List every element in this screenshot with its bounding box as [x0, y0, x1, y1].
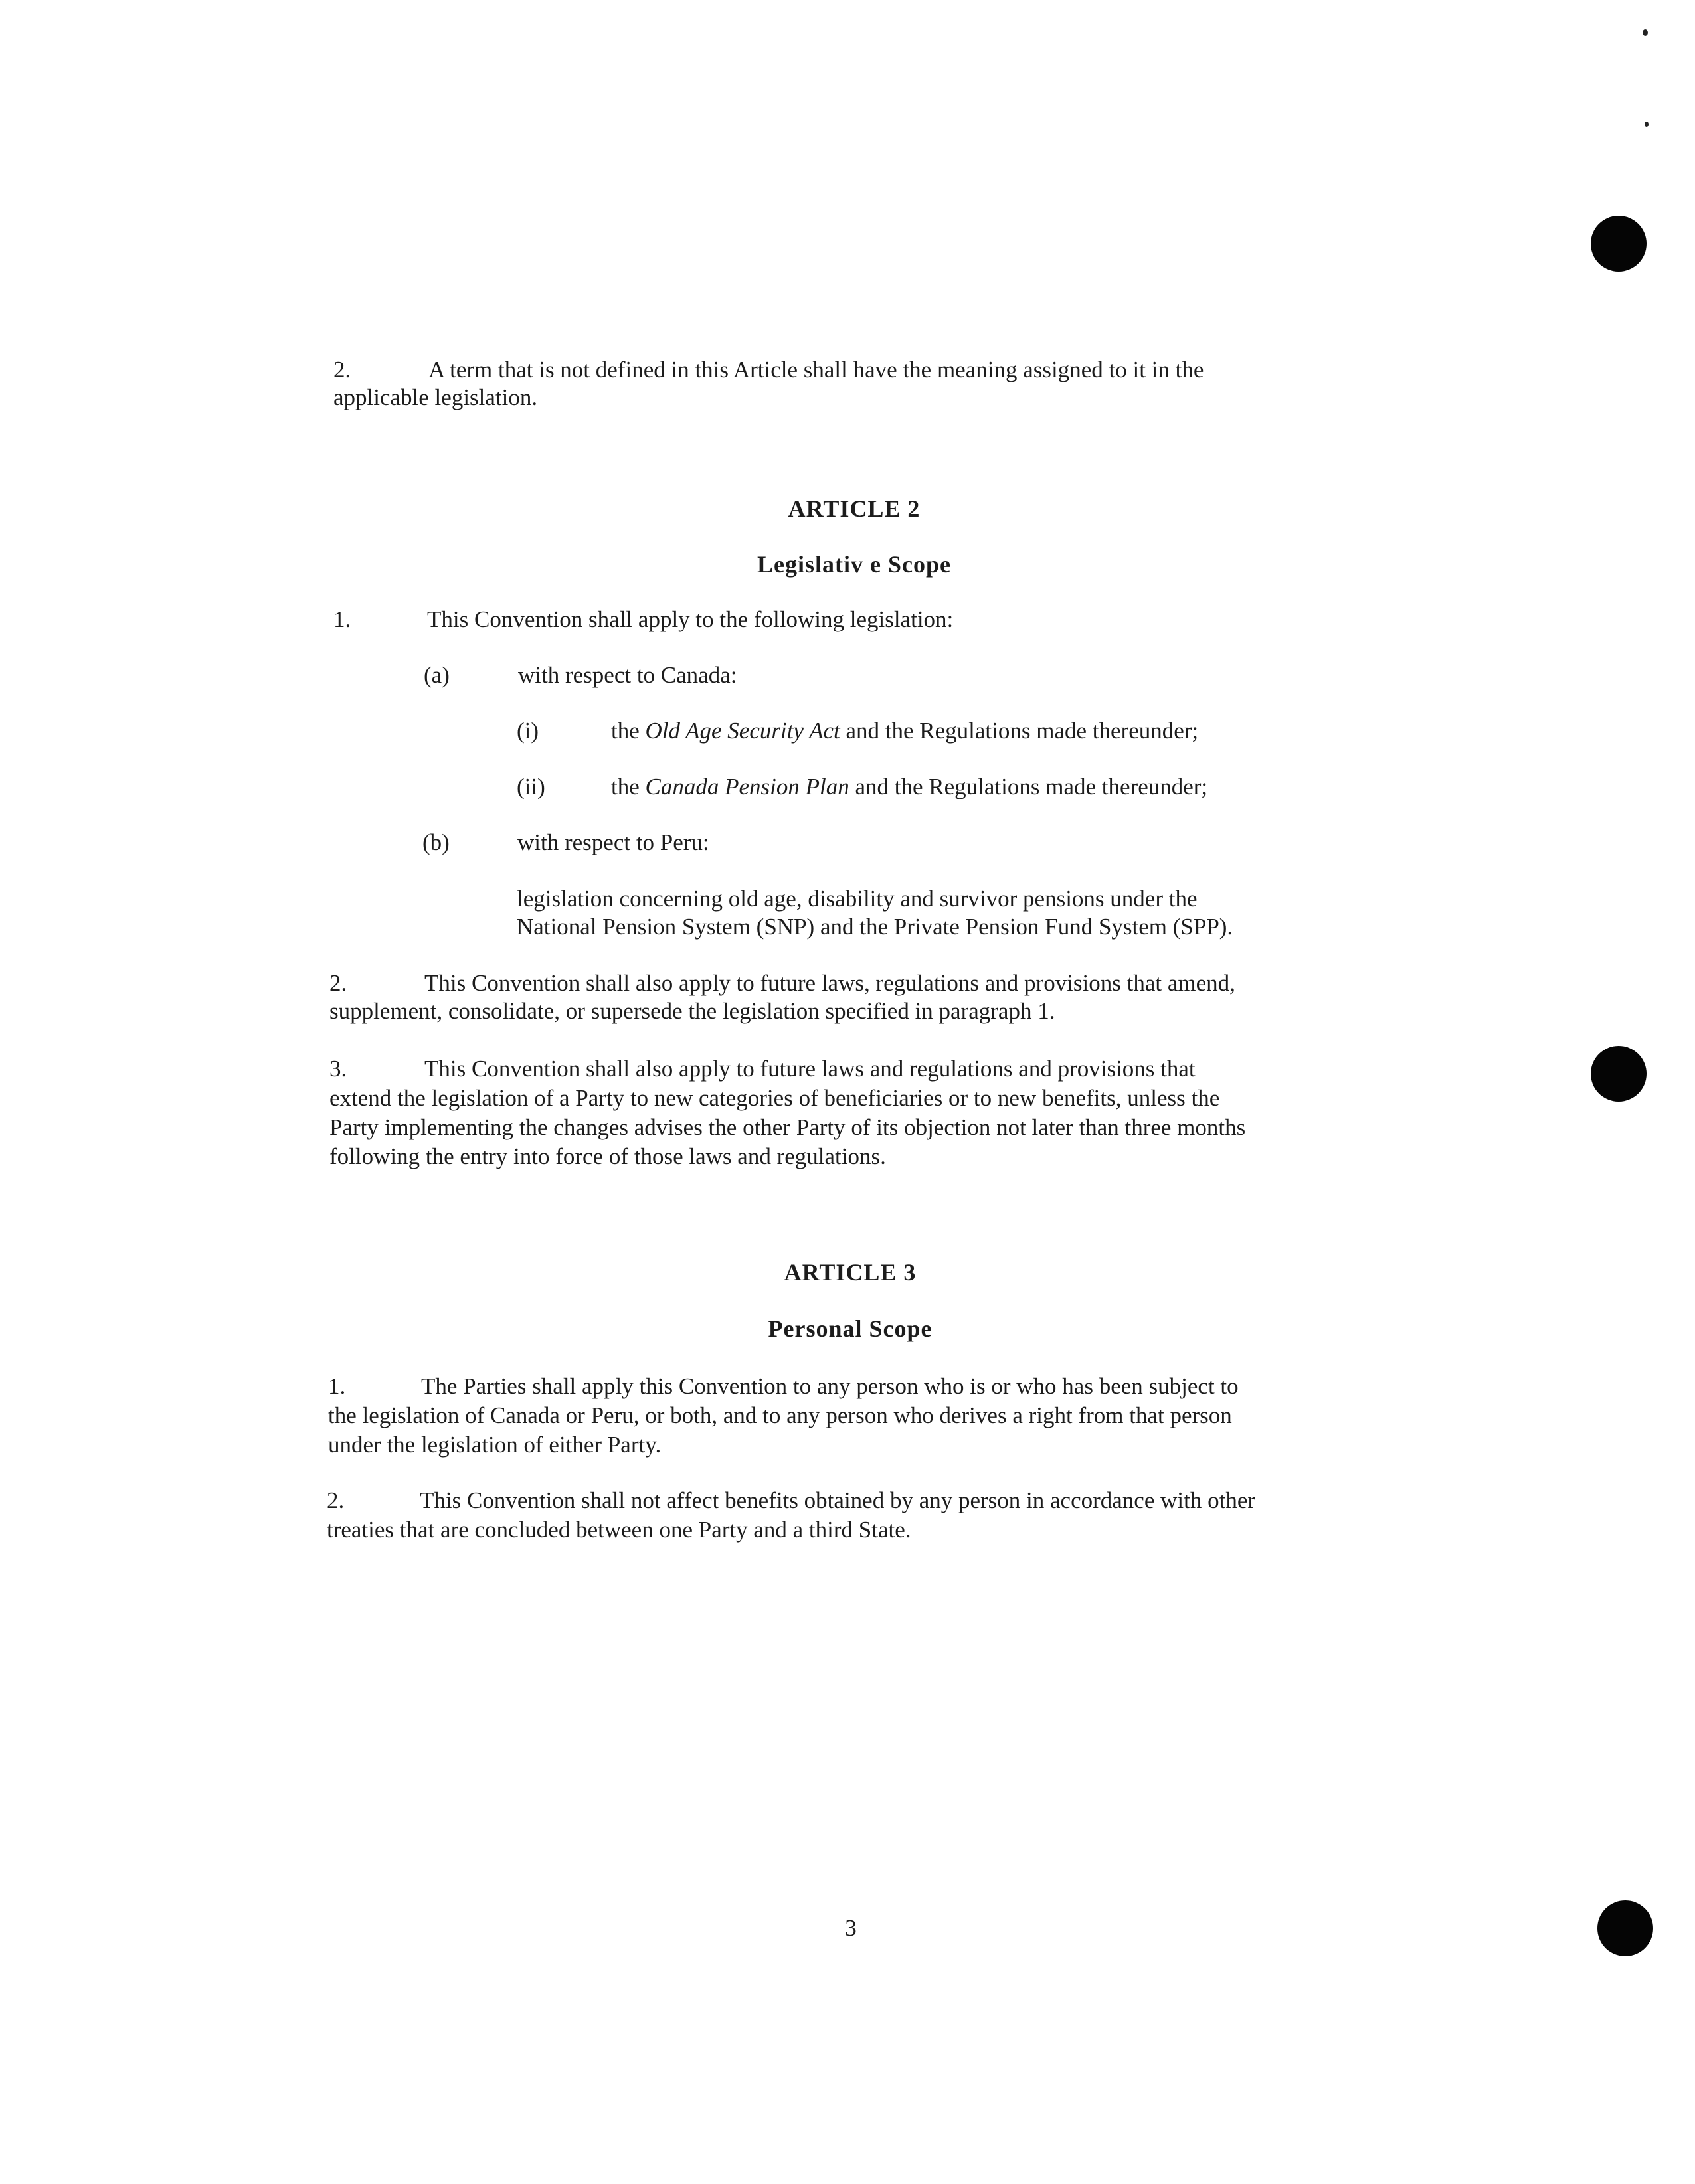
clause-text-pre: the [611, 774, 640, 799]
paragraph-text-line: under the legislation of either Party. [328, 1432, 662, 1458]
paragraph-text-line: extend the legislation of a Party to new categories of beneficiaries or to new benefits, unless the [329, 1085, 1220, 1111]
paragraph-text-line: following the entry into force of those laws and regulations. [329, 1143, 886, 1169]
paragraph-number: 1. [333, 606, 351, 632]
subparagraph-b [422, 829, 1352, 857]
paragraph-text: This Convention shall apply to the following legislation: [427, 606, 954, 632]
article2-paragraph-1 [333, 606, 1396, 633]
paragraph-text-line: This Convention shall also apply to future laws, regulations and provisions that amend, [424, 970, 1235, 996]
subparagraph-text: with respect to Canada: [518, 662, 737, 688]
binder-hole-middle [1591, 1046, 1647, 1102]
article2-subheading: Legislativ e Scope [757, 551, 951, 578]
clause-text-post: and the Regulations made thereunder; [846, 718, 1199, 744]
paragraph-number: 2. [327, 1487, 345, 1513]
article3-subheading: Personal Scope [768, 1315, 933, 1342]
article2-heading: ARTICLE 2 [788, 495, 921, 522]
scan-speck [1643, 29, 1648, 36]
article3-paragraph-1 [328, 1372, 1239, 1460]
paragraph-text-line: the legislation of Canada or Peru, or both, and to any person who derives a right from that person [328, 1402, 1232, 1428]
paragraph-number: 2. [329, 970, 347, 996]
paragraph-number: 1. [328, 1373, 346, 1399]
paragraph-text-line: A term that is not defined in this Article shall have the meaning assigned to it in the [428, 357, 1204, 382]
article3-paragraph-2 [327, 1486, 1256, 1545]
clause-label: (i) [517, 718, 539, 744]
clause-ii [517, 773, 1380, 801]
clause-i [517, 717, 1380, 745]
article1-paragraph-2 [333, 356, 1204, 412]
act-title: Old Age Security Act [645, 718, 840, 744]
article2-paragraph-2 [329, 969, 1235, 1025]
paragraph-text-line: National Pension System (SNP) and the Private Pension Fund System (SPP). [517, 914, 1233, 940]
paragraph-text-line: supplement, consolidate, or supersede the legislation specified in paragraph 1. [329, 998, 1055, 1024]
paragraph-text-line: Party implementing the changes advises the other Party of its objection not later than three months [329, 1114, 1246, 1140]
clause-text [611, 773, 1207, 801]
paragraph-number: 2. [333, 357, 351, 382]
act-title: Canada Pension Plan [645, 774, 849, 799]
paragraph-text-line: legislation concerning old age, disability and survivor pensions under the [517, 886, 1198, 912]
scan-speck [1645, 122, 1649, 127]
paragraph-text-line: The Parties shall apply this Convention to any person who is or who has been subject to [421, 1373, 1239, 1399]
article3-heading: ARTICLE 3 [784, 1259, 917, 1286]
page-number: 3 [845, 1915, 857, 1941]
paragraph-text-line: This Convention shall not affect benefits obtained by any person in accordance with other [420, 1487, 1256, 1513]
clause-text-pre: the [611, 718, 640, 744]
subparagraph-a [424, 661, 1354, 689]
subparagraph-label: (b) [422, 829, 450, 855]
subparagraph-text: with respect to Peru: [517, 829, 709, 855]
subparagraph-label: (a) [424, 662, 450, 688]
paragraph-number: 3. [329, 1056, 347, 1082]
clause-text-post: and the Regulations made thereunder; [855, 774, 1208, 799]
article2-paragraph-3 [329, 1054, 1245, 1171]
binder-hole-top [1591, 216, 1647, 272]
paragraph-text-line: treaties that are concluded between one Party and a third State. [327, 1517, 911, 1543]
subparagraph-b-body [517, 885, 1233, 941]
paragraph-text-line: applicable legislation. [333, 384, 538, 410]
clause-text [611, 717, 1198, 745]
clause-label: (ii) [517, 774, 545, 799]
paragraph-text-line: This Convention shall also apply to future laws and regulations and provisions that [424, 1056, 1196, 1082]
